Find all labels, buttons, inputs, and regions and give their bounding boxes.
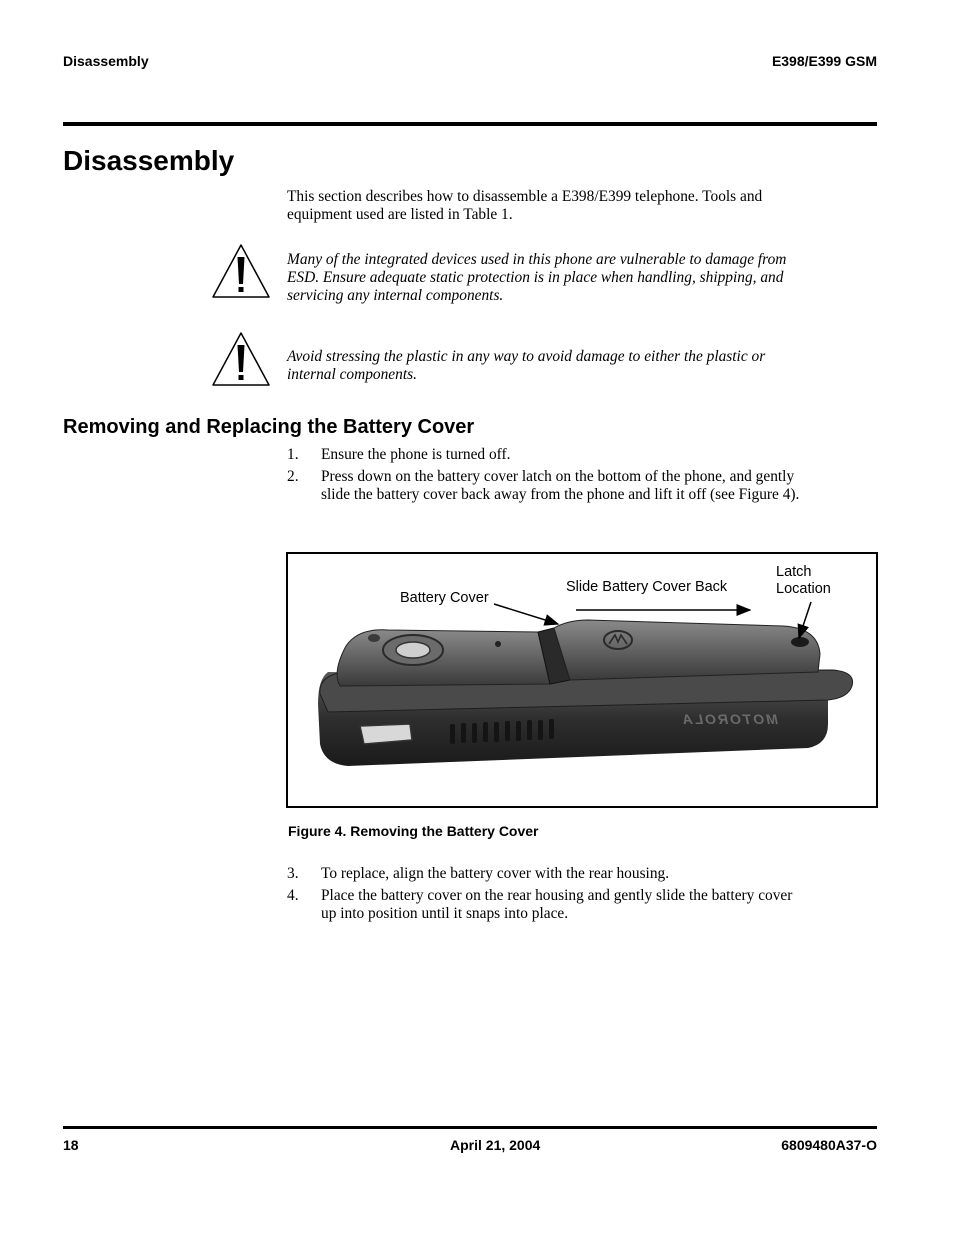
step-number: 1. <box>287 446 299 463</box>
label-slide-back: Slide Battery Cover Back <box>566 579 728 595</box>
label-battery-cover: Battery Cover <box>400 590 489 606</box>
intro-line-1: This section describes how to disassemble a E398/E399 telephone. Tools and <box>287 188 763 205</box>
caution-icon <box>210 330 272 388</box>
label-latch-line-2: Location <box>776 581 831 597</box>
caution-plastic-text <box>287 348 765 384</box>
intro-paragraph <box>287 188 762 224</box>
phone-illustration <box>288 554 876 806</box>
step-number: 3. <box>287 865 299 882</box>
caution-plastic-line-1: Avoid stressing the plastic in any way to avoid damage to either the plastic or <box>287 348 766 365</box>
step-text-line-2: slide the battery cover back away from the phone and lift it off (see Figure 4). <box>321 486 800 503</box>
header-section-name: Disassembly <box>63 53 149 69</box>
intro-line-2: equipment used are listed in Table 1. <box>287 206 513 223</box>
label-latch-line-1: Latch <box>776 564 812 580</box>
step-text <box>321 887 881 923</box>
phone-brand-text: MOTOROLA <box>680 711 778 727</box>
footer-rule <box>63 1126 877 1129</box>
step-text: Ensure the phone is turned off. <box>321 446 511 463</box>
page-number: 18 <box>63 1137 79 1153</box>
caution-plastic-line-2: internal components. <box>287 366 417 383</box>
caution-esd-text <box>287 251 786 305</box>
caution-esd-line-3: servicing any internal components. <box>287 287 504 304</box>
caution-esd-line-1: Many of the integrated devices used in this phone are vulnerable to damage from <box>287 251 787 268</box>
footer-date: April 21, 2004 <box>450 1137 541 1153</box>
header-rule <box>63 122 877 126</box>
caution-icon <box>210 242 272 300</box>
step-number: 4. <box>287 887 299 904</box>
document-number: 6809480A37-O <box>781 1137 877 1153</box>
header-model: E398/E399 GSM <box>771 53 877 69</box>
page-title: Disassembly <box>63 145 235 176</box>
step-number: 2. <box>287 468 299 485</box>
caution-esd-line-2: ESD. Ensure adequate static protection is in place when handling, shipping, and <box>287 269 784 286</box>
section-heading: Removing and Replacing the Battery Cover <box>63 416 475 438</box>
step-text-line-1: Press down on the battery cover latch on the bottom of the phone, and gently <box>321 468 795 485</box>
figure-frame <box>286 552 878 808</box>
step-text: To replace, align the battery cover with the rear housing. <box>321 865 670 882</box>
step-text <box>321 468 881 504</box>
step-text-line-2: up into position until it snaps into place. <box>321 905 569 922</box>
step-text-line-1: Place the battery cover on the rear housing and gently slide the battery cover <box>321 887 793 904</box>
figure-caption: Figure 4. Removing the Battery Cover <box>288 823 539 839</box>
